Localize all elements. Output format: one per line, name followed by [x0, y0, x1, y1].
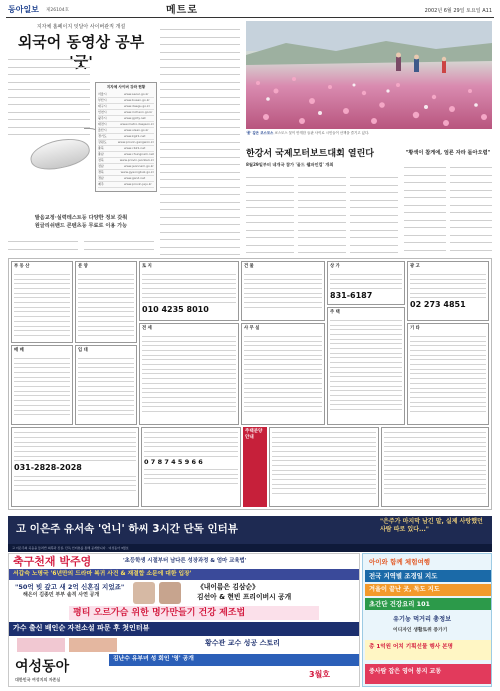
masthead: [6, 4, 494, 18]
ad-h1: 축구천재 박주영: [13, 555, 92, 568]
table-cell-region: 전남: [98, 163, 104, 168]
table-cell-region: 서울시: [98, 91, 107, 96]
classified-box-11: [327, 307, 405, 425]
issue-number: 제26104호: [46, 8, 70, 13]
photo-thumb: [133, 582, 155, 604]
table-cell-region: 전북: [98, 157, 104, 162]
computer-mouse-illustration: [28, 134, 93, 174]
box-heading: 기 타: [410, 326, 420, 331]
story1-body-top: [8, 54, 90, 136]
table-title: 지자체 사이버 강좌 현황: [106, 85, 146, 89]
table-row: [98, 182, 154, 188]
classified-box-2: [75, 261, 137, 343]
ad-h3-sub: 해은이 김종민 부부 솔직 사연 공개: [23, 592, 100, 598]
story3-col2: [450, 162, 492, 256]
story1-kicker: 지자체 홈페이지 잇달아 사이버관직 개설: [36, 24, 126, 30]
table-cell-url: www.provin.jeonbuk.kr: [119, 157, 154, 162]
table-cell-region: 울산시: [98, 127, 107, 132]
box-heading: 건 물: [244, 264, 254, 269]
classified-box-6: [407, 261, 489, 321]
table-cell-url: www.provin.jeju.kr: [124, 181, 152, 186]
classified-box-7: [11, 345, 73, 425]
box-heading: 상 가: [330, 264, 340, 269]
page-date: 2002년 6월 29일 토요일 A11: [424, 8, 492, 14]
side-h1: 아이와 함께 체험여행: [369, 558, 431, 566]
story3-col1: [404, 162, 446, 256]
classified-box-16: [381, 427, 489, 507]
table-cell-region: 대구시: [98, 103, 107, 108]
photo-caption: [246, 131, 492, 139]
table-cell-url: www.metro.daejeon.kr: [120, 121, 154, 126]
classified-box-3: [139, 261, 239, 321]
photo-scene: [246, 21, 492, 129]
table-cell-url: www.seoul.go.kr: [124, 91, 149, 96]
table-cell-url: www.chungnam.net: [124, 151, 154, 156]
cyber-course-table: [95, 82, 157, 192]
table-cell-region: 경남: [98, 175, 104, 180]
story2-col3: [350, 172, 398, 256]
classified-box-15: [269, 427, 379, 507]
ad-h2: 서갑숙 노명국 '6년만의 드라마 복귀 사건 & 재결합 소문에 대한 입장': [13, 571, 192, 577]
ad-h3: "50억 빚 갚고 새 2억 신혼집 지었죠": [15, 583, 125, 591]
table-cell-url: www.daegu.go.kr: [124, 103, 150, 108]
photo-thumb: [17, 638, 65, 652]
classified-red-label: 주택분양 안내: [243, 427, 267, 507]
ad-h6: 가수 출신 배인순 자전소설 파문 후 첫인터뷰: [13, 624, 150, 632]
side-h7: 총 1억원 어치 기획선물 행사 본명: [369, 644, 453, 650]
deck-line1: 발음교정·실력테스트등 다양한 정보 갖춰: [34, 215, 128, 221]
table-cell-url: www.ulsan.go.kr: [124, 127, 149, 132]
side-h3: 겨울이 끝난 곳, 독도 지도: [369, 586, 440, 593]
story1-body-col2: [84, 236, 154, 256]
ad-h4: 《내이름은 김삼순》: [197, 583, 259, 591]
side-h5: 유기농 먹거리 총정보: [393, 616, 452, 623]
classified-phone-3: 02 273 4851: [410, 299, 466, 309]
classified-phone-1: 010 4235 8010: [142, 304, 209, 314]
story2-headline: 한강서 국제모터보트대회 열린다: [246, 149, 374, 159]
classified-phone-4: 031-2828-2028: [14, 462, 82, 472]
photo-thumb: [69, 638, 117, 652]
side-h4: 초간단 건강요리 101: [369, 600, 431, 608]
classified-box-12: [407, 323, 489, 425]
box-heading: 부 동 산: [14, 264, 30, 269]
magazine-month: 3월호: [309, 670, 331, 679]
ad-banner-headline: 고 이은주 유서속 '언니' 하씨 3시간 단독 인터뷰: [16, 523, 238, 535]
caption-label: '꽃' 같은 코스모스: [246, 131, 274, 135]
table-cell-region: 강원도: [98, 139, 107, 144]
box-heading: 임 대: [78, 348, 88, 353]
box-heading: 토 지: [142, 264, 152, 269]
box-heading: 광 고: [410, 264, 420, 269]
table-cell-url: www.provin.gangwon.kr: [117, 139, 154, 144]
story1-headline: 외국어 동영상 공부 '굿': [17, 33, 145, 72]
side-h8: 중사람 잡은 영어 봉지 교동: [369, 668, 442, 675]
table-cell-region: 대전시: [98, 121, 107, 126]
table-cell-region: 부산시: [98, 97, 107, 102]
ad-banner-quote: "은주가 마지막 남긴 말, 실제 사랑했던 사람 따로 있다...": [380, 518, 483, 533]
box-heading: 전 세: [142, 326, 152, 331]
table-cell-region: 경북: [98, 169, 104, 174]
classified-box-4: [241, 261, 325, 321]
classified-phone-5: 0 7 8 7 4 5 9 6 6: [144, 458, 203, 467]
story2-subhead: 8월29일부터 네개국 참가 '골드 웰파인컵' 개최: [246, 162, 334, 167]
photo-thumb: [159, 582, 181, 604]
table-cell-region: 충북: [98, 145, 104, 150]
story1-body-col3: [160, 24, 240, 256]
ad-h1-sub: '초등학생 시절부터 남다른 성장과정 & 엄마 교육법': [123, 558, 247, 564]
classified-box-10: [241, 323, 325, 425]
magazine-logo: 여성동아: [15, 659, 70, 675]
classified-box-13: [11, 427, 139, 507]
classified-box-14: [141, 427, 241, 507]
story1-deck: [8, 214, 154, 230]
side-h2: 전국 지역별 조경일 지도: [369, 572, 438, 580]
table-cell-url: www.gjcity.net: [124, 115, 146, 120]
table-cell-url: www.busan.go.kr: [124, 97, 150, 102]
ad-h4-sub: 김선아 & 현빈 프리이버시 공개: [197, 593, 292, 601]
table-cell-url: www.jeonnam.go.kr: [124, 163, 154, 168]
ad-ticker: 고 이은주의 죽음을 둘러싼 의혹과 진실, 단독 인터뷰를 통해 공개합니다 · 여성동아 3월호: [8, 544, 492, 552]
table-cell-url: www.gsnd.net: [124, 175, 146, 180]
table-cell-region: 인천시: [98, 109, 107, 114]
classified-box-8: [75, 345, 137, 425]
table-cell-url: www.kg21.net: [124, 133, 146, 138]
story2-col2: [298, 172, 346, 256]
newspaper-logo: 동아일보: [8, 5, 39, 14]
ad-h8: 김난수 유부녀 성 회인 '영' 공개: [113, 656, 194, 662]
box-heading: 주 택: [330, 310, 340, 315]
side-h6: 이디자인 생활토퀴 증가기: [393, 628, 448, 633]
table-cell-url: www.incheon.go.kr: [124, 109, 153, 114]
magazine-ad-side[interactable]: [362, 553, 492, 687]
box-heading: 매 매: [14, 348, 24, 353]
ad-banner-interview[interactable]: [8, 516, 492, 544]
ad-h7: 황수관 교수 성공 스토리: [205, 639, 280, 647]
classified-box-5: [327, 261, 405, 305]
box-heading: 분 양: [78, 264, 88, 269]
ad-h5: 평티 오르가슴 위한 명가만들기 건강 제조법: [73, 608, 246, 618]
classifieds-section: [8, 258, 492, 510]
cosmos-field-photo: [246, 21, 492, 129]
table-cell-region: 경기도: [98, 133, 107, 138]
section-title: 메트로: [166, 5, 198, 16]
table-cell-url: www.cb21.net: [124, 145, 146, 150]
table-cell-url: www.gyeongbuk.go.kr: [120, 169, 154, 174]
magazine-tagline: 대한민국 여성지의 자존심: [15, 677, 61, 682]
classified-phone-2: 831-6187: [330, 290, 373, 300]
table-cell-region: 광주시: [98, 115, 107, 120]
story2-col1: [246, 172, 294, 256]
table-cell-region: 충남: [98, 151, 104, 156]
caption-text: 코스모스 꽃이 만개한 들판 사이로 시민들이 산책을 즐기고 있다.: [274, 131, 370, 135]
table-cell-region: 제주: [98, 181, 104, 186]
box-heading: 사 무 실: [244, 326, 260, 331]
story3-headline: "황색이 참게에, 엄른 자라 돌아오렴": [405, 150, 491, 156]
classified-box-1: [11, 261, 73, 343]
deck-line2: 원글리쉬밴드 콘텐츠등 무료로 이용 가능: [34, 223, 128, 229]
classified-box-9: [139, 323, 239, 425]
magazine-ad-main[interactable]: [8, 553, 360, 687]
story1-body-col1: [8, 236, 78, 256]
